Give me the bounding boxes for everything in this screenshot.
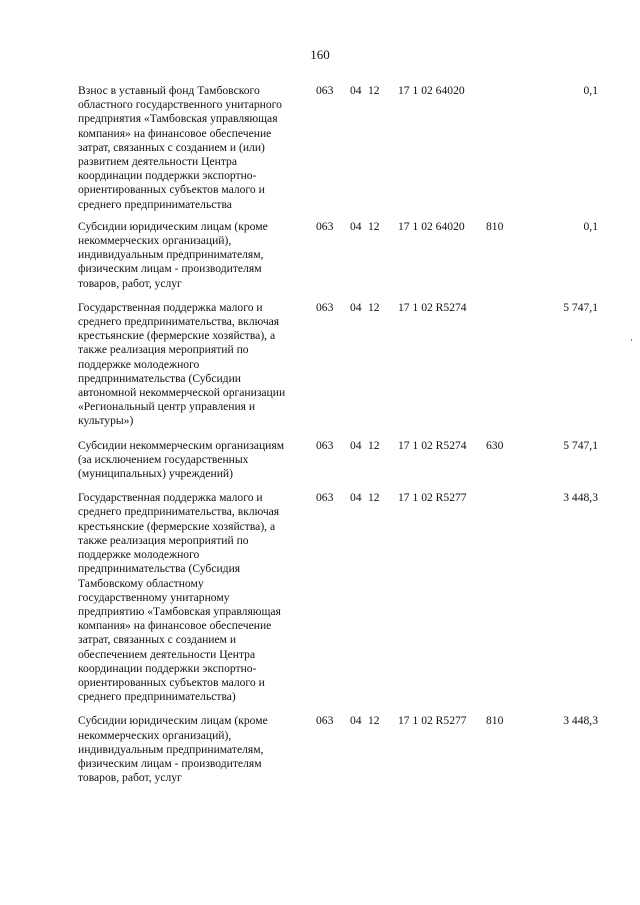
amount-value: 3 448,3	[563, 491, 598, 505]
subsection-code: 12	[368, 84, 380, 97]
section-code: 04	[350, 491, 362, 505]
ministry-code: 063	[316, 491, 334, 505]
row-description: Субсидии юридическим лицам (кроме некоммерческих организаций), индивидуальным предпринимателям, физическим лицам - производителям товаров, работ, услуг	[78, 714, 268, 785]
section-code: 04	[350, 300, 362, 314]
row-description: Государственная поддержка малого и среднего предпринимательства, включая крестьянские (фермерские хозяйства), а также реализация мероприятий по поддержке молодежного предпринимательства (Субсидии автономной некоммерческой организации «Региональный центр управления и культуры»)	[78, 300, 286, 428]
table-row	[78, 301, 598, 429]
ministry-code: 063	[316, 300, 334, 314]
table-row	[78, 439, 598, 482]
ministry-code: 063	[316, 219, 334, 233]
section-code: 04	[350, 438, 362, 452]
section-code: 04	[350, 84, 362, 97]
section-code: 04	[350, 219, 362, 233]
subsection-code: 12	[368, 714, 380, 728]
subsection-code: 12	[368, 219, 380, 233]
target-article-code: 17 1 02 R5277	[398, 714, 467, 728]
target-article-code: 17 1 02 64020	[398, 84, 465, 97]
amount-value: 0,1	[583, 219, 598, 233]
row-description: Субсидии юридическим лицам (кроме некоммерческих организаций), индивидуальным предпринимателям, физическим лицам - производителям товаров, работ, услуг	[78, 219, 268, 290]
amount-value: 3 448,3	[563, 714, 598, 728]
row-description: Субсидии некоммерческим организациям (за исключением государственных (муниципальных) учреждений)	[78, 438, 285, 481]
target-article-code: 17 1 02 R5274	[398, 300, 467, 314]
ministry-code: 063	[316, 438, 334, 452]
budget-table	[78, 84, 598, 785]
target-article-code: 17 1 02 64020	[398, 219, 465, 233]
target-article-code: 17 1 02 R5274	[398, 438, 467, 452]
row-description: Взнос в уставный фонд Тамбовского областного государственного унитарного предприятия «Тамбовская управляющая компания» на финансовое обеспечение затрат, связанных с созданием и (или) развитием деятельности Центра координации поддержки экспортно- ориентированных субъектов малого и среднего предпринимательства	[78, 84, 282, 211]
target-article-code: 17 1 02 R5277	[398, 491, 467, 505]
expense-kind-code: 810	[486, 219, 504, 233]
table-row	[78, 84, 598, 212]
amount-value: 5 747,1	[563, 438, 598, 452]
row-description: Государственная поддержка малого и среднего предпринимательства, включая крестьянские (фермерские хозяйства), а также реализация мероприятий по поддержке молодежного предпринимательства (Субсидия Тамбовскому областному государственному унитарному предприятию «Тамбовская управляющая компания» на финансовое обеспечение затрат, связанных с созданием и обеспечением деятельности Центра координации поддержки экспортно- ориентированных субъектов малого и среднего предпринимательства)	[78, 491, 281, 704]
subsection-code: 12	[368, 438, 380, 452]
margin-mark	[631, 339, 632, 341]
ministry-code: 063	[316, 714, 334, 728]
section-code: 04	[350, 714, 362, 728]
expense-kind-code: 630	[486, 438, 504, 452]
amount-value: 5 747,1	[563, 300, 598, 314]
amount-value: 0,1	[583, 84, 598, 97]
ministry-code: 063	[316, 84, 334, 97]
page-number: 160	[310, 47, 330, 62]
subsection-code: 12	[368, 300, 380, 314]
subsection-code: 12	[368, 491, 380, 505]
expense-kind-code: 810	[486, 714, 504, 728]
table-row	[78, 491, 598, 704]
table-row	[78, 220, 598, 291]
table-row	[78, 714, 598, 785]
